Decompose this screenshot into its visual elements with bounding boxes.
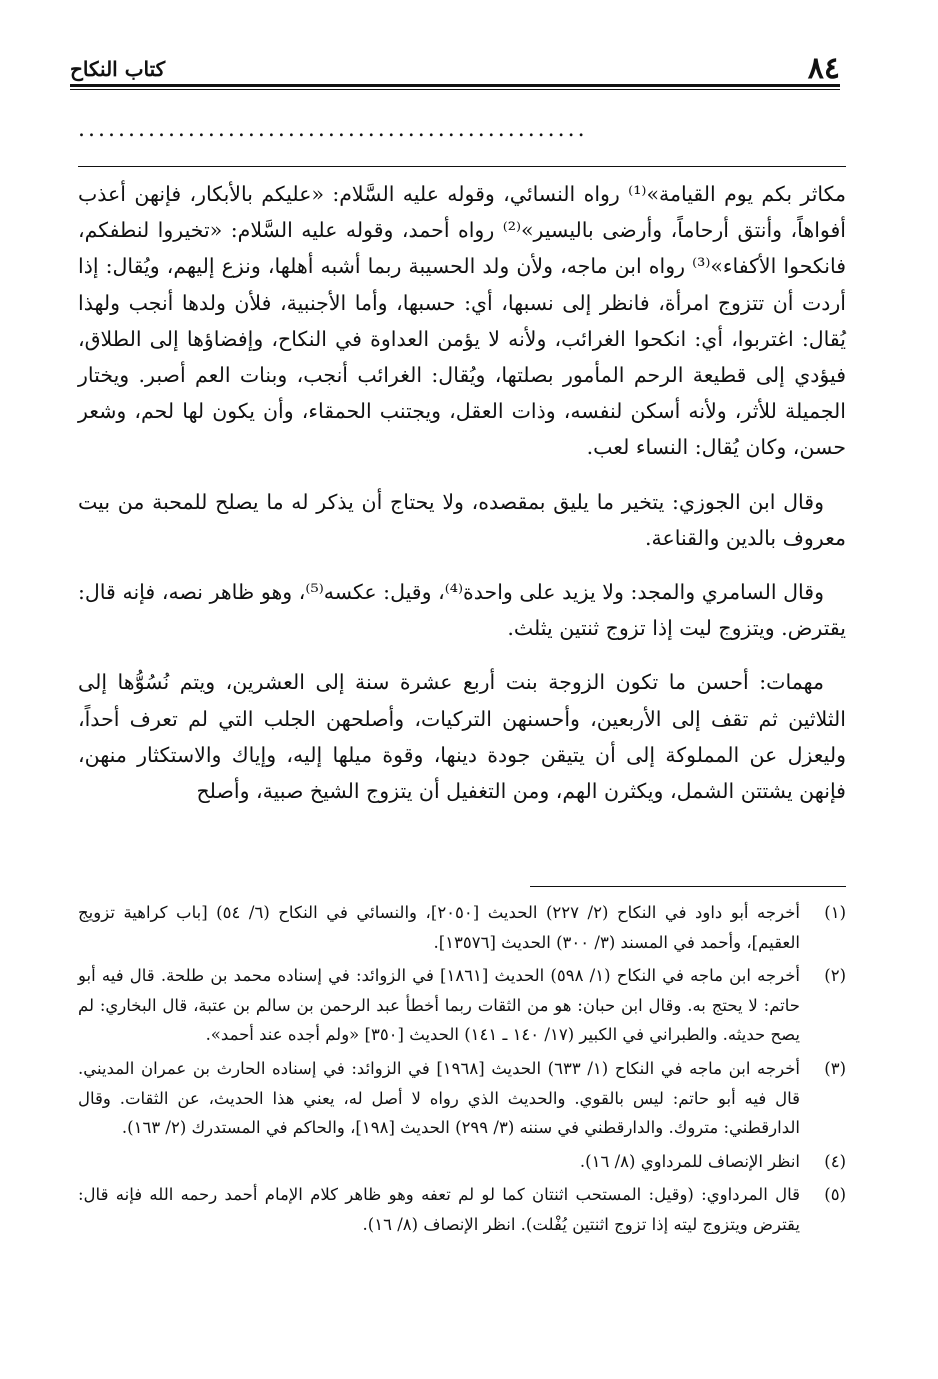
page-number: ٨٤ bbox=[807, 51, 840, 86]
footnote-text: أخرجه ابن ماجه في النكاح (١/ ٦٣٣) الحديث [١٩٦٨] في الزوائد: في إسناده الحارث بن عمران المديني. قال فيه أبو حاتم: ليس بالقوي. والحديث الذي رواه لا أصل له، يعني هذا الحديث، عن الثقات. وقال الدارقطني: متروك. والدارقطني في سننه (٣/ ٢٩٩) الحديث [١٩٨]، والحاكم في المستدرك (٢/ ١٦٣). bbox=[78, 1058, 800, 1138]
footnote-rule bbox=[530, 886, 846, 887]
paragraph: مكاثر بكم يوم القيامة»⁽¹⁾ رواه النسائي، وقوله عليه السَّلام: «عليكم بالأبكار، فإنهن أعذب أفواهاً، وأنتق أرحاماً، وأرضى باليسير»⁽²⁾ رواه أحمد، وقوله عليه السَّلام: «تخيروا لنطفكم، فانكحوا الأكفاء»⁽³⁾ رواه ابن ماجه، ولأن ولد الحسيبة ربما أشبه أهلها، ونزع إليهم، ويُقال: إذا أردت أن تتزوج امرأة، فانظر إلى نسبها، أي: حسبها، وأما الأجنبية، فلأن ولدها أنجب ولهذا يُقال: اغتربوا، أي: انكحوا الغرائب، ولأنه لا يؤمن العداوة في النكاح، وإفضاؤها إلى الطلاق، فيؤدي إلى قطيعة الرحم المأمور بصلتها، ويُقال: الغرائب أنجب، وبنات العم أصبر. ويختار الجميلة للأثر، ولأنه أسكن لنفسه، وذات العقل، ويجتنب الحمقاء، وأن يكون لها لحم، وشعر حسن، وكان يُقال: النساء لعب. bbox=[78, 182, 846, 460]
footnotes bbox=[78, 898, 846, 1244]
header-rule-thin bbox=[70, 89, 840, 90]
footnote bbox=[78, 1147, 846, 1177]
footnote-text: أخرجه ابن ماجه في النكاح (١/ ٥٩٨) الحديث [١٨٦١] في الزوائد: في إسناده محمد بن طلحة. قال فيه أبو حاتم: لا يحتج به. وقال ابن حبان: هو من الثقات ربما أخطأ عبد الرحمن بن سالم بن عتبة، قال البخاري: لم يصح حديثه. والطبراني في الكبير (١٧/ ١٤٠ ـ ١٤١) الحديث [٣٥٠] «ولم أجده عند أحمد». bbox=[78, 966, 801, 1045]
footnote-number: (١) bbox=[824, 903, 846, 922]
footnote bbox=[78, 961, 846, 1050]
main-text bbox=[78, 176, 846, 809]
dotted-separator: ................................................... bbox=[78, 118, 588, 142]
footnote-text: قال المرداوي: (وقيل: المستحب اثنتان كما لو لم تعفه وهو ظاهر كلام الإمام أحمد رحمه الله فإنه قال: يقترض ويتزوج ليته إذا تزوج اثنتين يُفْلت). انظر الإنصاف (٨/ ١٦). bbox=[78, 1185, 800, 1234]
header-rule bbox=[70, 84, 840, 87]
footnote bbox=[78, 1054, 846, 1143]
footnote bbox=[78, 898, 846, 957]
footnote-number: (٤) bbox=[824, 1151, 846, 1171]
footnote-number: (٥) bbox=[824, 1185, 846, 1205]
footnote bbox=[78, 1180, 846, 1239]
footnote-number: (٣) bbox=[824, 1058, 846, 1078]
footnote-text: أخرجه أبو داود في النكاح (٢/ ٢٢٧) الحديث [٢٠٥٠]، والنسائي في النكاح (٦/ ٥٤) [باب كراهية تزويج العقيم]، وأحمد في المسند (٣/ ٣٠٠) الحديث [١٣٥٧٦]. bbox=[78, 903, 800, 952]
paragraph: مهمات: أحسن ما تكون الزوجة بنت أربع عشرة سنة إلى العشرين، ويتم نُسُوُّها إلى الثلاثين ثم تقف إلى الأربعين، وأحسنهن التركيات، وأصلحهن الجلب التي لم تعرف أحداً، وليعزل عن المملوكة إلى أن يتيقن جودة دينها، وقوة ميلها إليه، وإياك والاستكثار منهن، فإنهن يشتتن الشمل، ويكثرن الهم، ومن التغفيل أن يتزوج الشيخ صبية، وأصلح bbox=[78, 670, 846, 804]
paragraph: وقال ابن الجوزي: يتخير ما يليق بمقصده، ولا يحتاج أن يذكر له ما يصلح للمحبة من بيت معروف بالدين والقناعة. bbox=[78, 489, 846, 550]
footnote-text: انظر الإنصاف للمرداوي (٨/ ١٦). bbox=[579, 1151, 800, 1171]
book-title: كتاب النكاح bbox=[70, 57, 166, 81]
paragraph: وقال السامري والمجد: ولا يزيد على واحدة⁽⁴⁾، وقيل: عكسه⁽⁵⁾، وهو ظاهر نصه، فإنه قال: يقترض. ويتزوج ليت إذا تزوج ثنتين يثلث. bbox=[78, 580, 846, 641]
footnote-number: (٢) bbox=[824, 966, 846, 986]
separator-rule bbox=[78, 166, 846, 167]
